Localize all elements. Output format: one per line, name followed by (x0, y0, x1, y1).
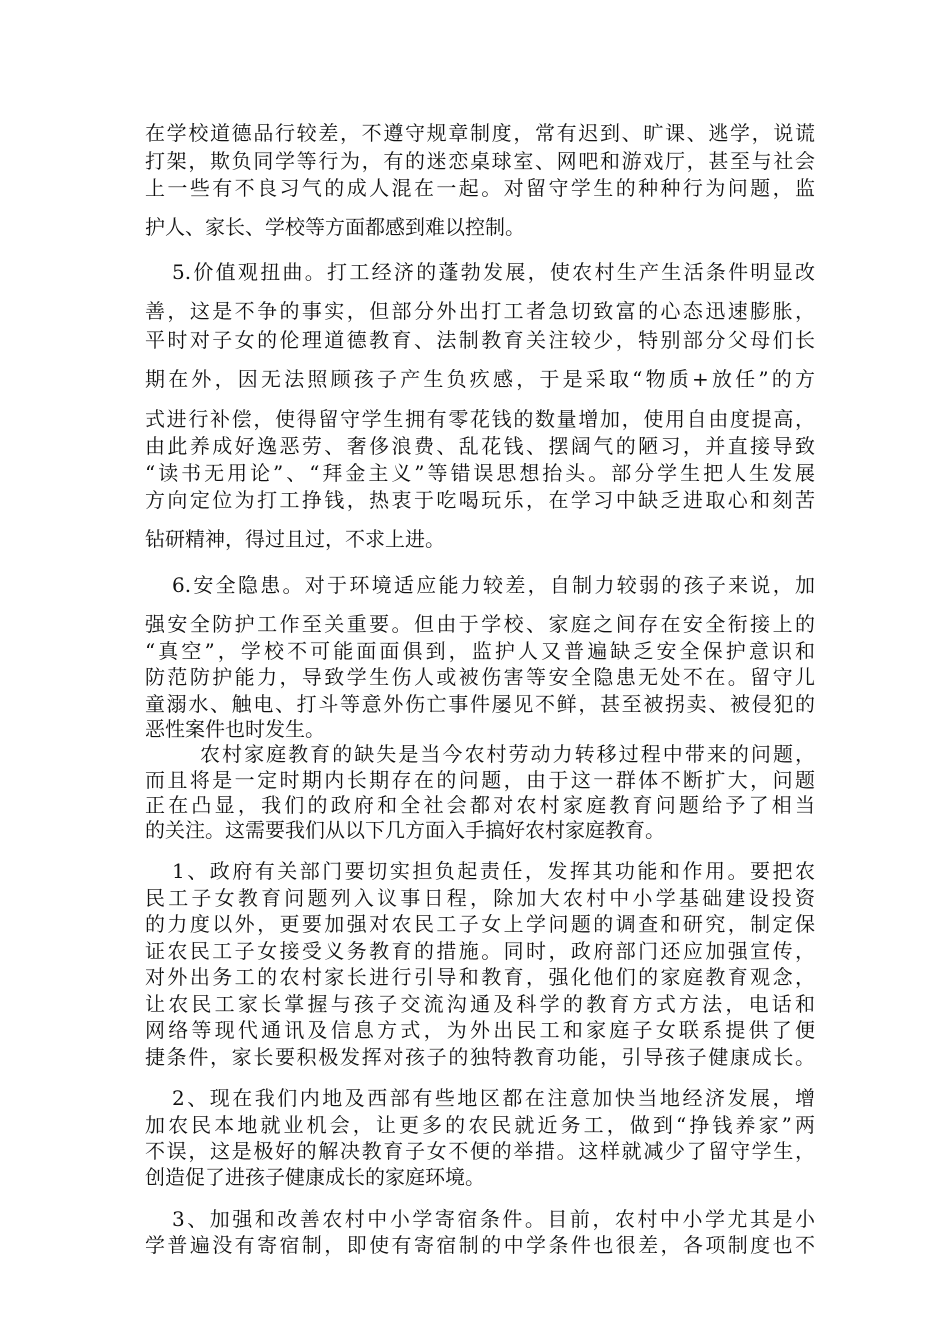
text-line: 的关注。这需要我们从以下几方面入手搞好农村家庭教育。 (145, 818, 665, 842)
text-line: 加农民本地就业机会，让更多的农民就近务工，做到“挣钱养家”两 (145, 1113, 815, 1137)
text-line: 恶性案件也时发生。 (145, 717, 325, 741)
text-line: 让农民工家长掌握与孩子交流沟通及科学的教育方式方法，电话和 (145, 992, 815, 1016)
text-line: 护人、家长、学校等方面都感到难以控制。 (145, 215, 525, 239)
text-line: 上一些有不良习气的成人混在一起。对留守学生的种种行为问题，监 (145, 176, 815, 200)
text-line: 正在凸显，我们的政府和全社会都对农村家庭教育问题给予了相当 (145, 793, 815, 817)
text-line: 对外出务工的农村家长进行引导和教育，强化他们的家庭教育观念， (145, 965, 815, 989)
item-2-line: 2、现在我们内地及西部有些地区都在注意加快当地经济发展，增 (172, 1086, 815, 1110)
section-5-heading-line: 5.价值观扭曲。打工经济的蓬勃发展，使农村生产生活条件明显改 (172, 260, 815, 284)
text-line: “读书无用论”、“拜金主义”等错误思想抬头。部分学生把人生发展 (145, 461, 815, 485)
text-line: 钻研精神，得过且过，不求上进。 (145, 527, 445, 551)
text-line: 防范防护能力，导致学生伤人或被伤害等安全隐患无处不在。留守儿 (145, 665, 815, 689)
text-line: 不误，这是极好的解决教育子女不便的举措。这样就减少了留守学生， (145, 1139, 815, 1163)
text-line: 农村家庭教育的缺失是当今农村劳动力转移过程中带来的问题， (200, 742, 815, 766)
item-3-line: 3、加强和改善农村中小学寄宿条件。目前，农村中小学尤其是小 (172, 1207, 815, 1231)
text-line: 期在外，因无法照顾孩子产生负疚感，于是采取“物质+放任”的方 (145, 367, 815, 391)
item-1-line: 1、政府有关部门要切实担负起责任，发挥其功能和作用。要把农 (172, 859, 815, 883)
text-line: 式进行补偿，使得留守学生拥有零花钱的数量增加，使用自由度提高， (145, 407, 815, 431)
text-line: 而且将是一定时期内长期存在的问题，由于这一群体不断扩大，问题 (145, 768, 815, 792)
text-line: 证农民工子女接受义务教育的措施。同时，政府部门还应加强宣传， (145, 939, 815, 963)
text-line: 平时对子女的伦理道德教育、法制教育关注较少，特别部分父母们长 (145, 328, 815, 352)
text-line: 打架，欺负同学等行为，有的迷恋桌球室、网吧和游戏厅，甚至与社会 (145, 149, 815, 173)
text-line: 方向定位为打工挣钱，热衷于吃喝玩乐，在学习中缺乏进取心和刻苦 (145, 488, 815, 512)
text-line: 善，这是不争的事实，但部分外出打工者急切致富的心态迅速膨胀， (145, 299, 815, 323)
text-line: 在学校道德品行较差，不遵守规章制度，常有迟到、旷课、逃学，说谎 (145, 121, 815, 145)
text-line: 强安全防护工作至关重要。但由于学校、家庭之间存在安全衔接上的 (145, 612, 815, 636)
text-line: 学普遍没有寄宿制，即使有寄宿制的中学条件也很差，各项制度也不 (145, 1233, 815, 1257)
text-line: 的力度以外，更要加强对农民工子女上学问题的调查和研究，制定保 (145, 912, 815, 936)
text-line: 童溺水、触电、打斗等意外伤亡事件屡见不鲜，甚至被拐卖、被侵犯的 (145, 692, 815, 716)
section-6-heading-line: 6.安全隐患。对于环境适应能力较差，自制力较弱的孩子来说，加 (172, 573, 815, 597)
text-line: 民工子女教育问题列入议事日程，除加大农村中小学基础建设投资 (145, 886, 815, 910)
text-line: “真空”，学校不可能面面俱到，监护人又普遍缺乏安全保护意识和 (145, 639, 815, 663)
text-line: 由此养成好逸恶劳、奢侈浪费、乱花钱、摆阔气的陋习，并直接导致 (145, 434, 815, 458)
text-line: 创造促了进孩子健康成长的家庭环境。 (145, 1165, 485, 1189)
text-line: 网络等现代通讯及信息方式，为外出民工和家庭子女联系提供了便 (145, 1018, 815, 1042)
text-line: 捷条件，家长要积极发挥对孩子的独特教育功能，引导孩子健康成长。 (145, 1045, 815, 1069)
